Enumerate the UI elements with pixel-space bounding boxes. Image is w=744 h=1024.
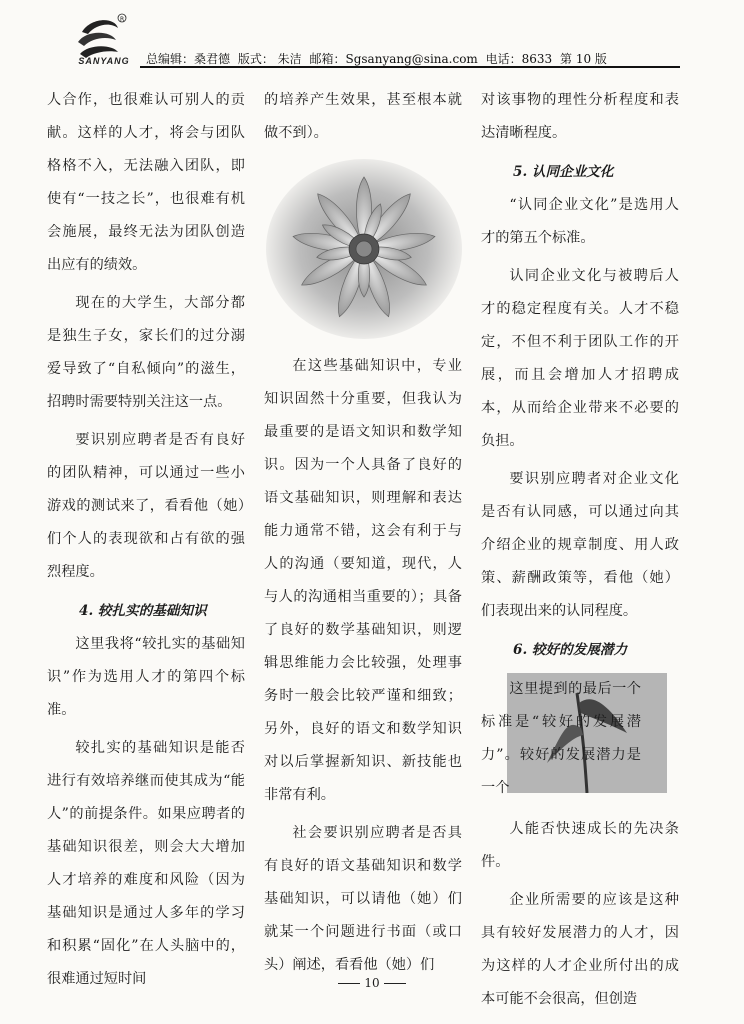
page-footer: [0, 976, 744, 990]
footer-dash: [384, 983, 406, 985]
paragraph: 要识别应聘者是否有良好的团队精神，可以通过一些小游戏的测试来了，看看他（她）们个人的表现欲和占有欲的强烈程度。: [47, 432, 245, 580]
lotus-flower-image: [264, 154, 464, 344]
page-label: 第 10 版: [560, 52, 607, 66]
editor-label: 总编辑：桑君德: [146, 52, 231, 66]
paragraph: 对该事物的理性分析程度和表达清晰程度。: [481, 92, 679, 141]
paragraph: 人合作，也很难认可别人的贡献。这样的人才，将会与团队格格不入，无法融入团队，即使有“一技之长”，也很难有机会施展，最终无法为团队创造出应有的绩效。: [47, 92, 245, 273]
page-number: 10: [364, 976, 380, 990]
svg-text:R: R: [120, 16, 125, 23]
paragraph: 较扎实的基础知识是能否进行有效培养继而使其成为“能人”的前提条件。如果应聘者的基础知识很差，则会大大增加人才培养的难度和风险（因为基础知识是通过人多年的学习和积累“固化”在人头脑中的，很难通过短时间: [47, 740, 245, 987]
email-label: 邮箱：Sgsanyang@sina.com: [309, 52, 478, 66]
paragraph: 社会要识别应聘者是否具有良好的语文基础知识和数学基础知识，可以请他（她）们就某一个问题进行书面（或口头）阐述，看看他（她）们: [264, 825, 462, 973]
column-3: [481, 84, 679, 1016]
paragraph: 现在的大学生，大部分都是独生子女，家长们的过分溺爱导致了“自私倾向”的滋生，招聘时需要特别关注这一点。: [47, 295, 245, 410]
paragraph: 要识别应聘者对企业文化是否有认同感，可以通过向其介绍企业的规章制度、用人政策、薪酬政策等，看他（她）们表现出来的认同程度。: [481, 471, 679, 619]
paragraph: 这里我将“较扎实的基础知识”作为选用人才的第四个标准。: [47, 636, 245, 718]
paragraph: 的培养产生效果，甚至根本就做不到）。: [264, 92, 462, 141]
photo-block: [481, 673, 641, 796]
phone-label: 电话：8633: [485, 52, 553, 66]
column-1: [47, 84, 245, 996]
paragraph: 在这些基础知识中，专业知识固然十分重要，但我认为最重要的是语文知识和数学知识。因为一个人具备了良好的语文基础知识，则理解和表达能力通常不错，这会有利于与人的沟通（要知道，现代，人与人的沟通相当重要的）；具备了良好的数学基础知识，则逻辑思维能力会比较强，处理事务时一般会比较严谨和细致；另外，良好的语文和数学知识对以后掌握新知识、新技能也非常有利。: [264, 358, 462, 803]
layout-label: 版式： 朱洁: [237, 52, 302, 66]
column-2: [264, 84, 462, 982]
section-heading: 4. 较扎实的基础知识: [79, 603, 207, 619]
header-rule: [140, 66, 680, 68]
paragraph: 企业所需要的应该是这种具有较好发展潜力的人才，因为这样的人才企业所付出的成本可能不会很高，但创造: [481, 892, 679, 1007]
header-info: [146, 50, 686, 67]
footer-dash: [338, 983, 360, 985]
paragraph: “认同企业文化”是选用人才的第五个标准。: [481, 197, 679, 246]
section-heading: 6. 较好的发展潜力: [513, 642, 628, 658]
paragraph: 这里提到的最后一个标准是“较好的发展潜力”。较好的发展潜力是一个: [481, 681, 641, 796]
paragraph: 人能否快速成长的先决条件。: [481, 821, 679, 870]
paragraph: 认同企业文化与被聘后人才的稳定程度有关。人才不稳定，不但不利于团队工作的开展，而且会增加人才招聘成本，从而给企业带来不必要的负担。: [481, 268, 679, 449]
logo-wordmark: SANYANG: [78, 56, 130, 66]
section-heading: 5. 认同企业文化: [513, 164, 614, 180]
